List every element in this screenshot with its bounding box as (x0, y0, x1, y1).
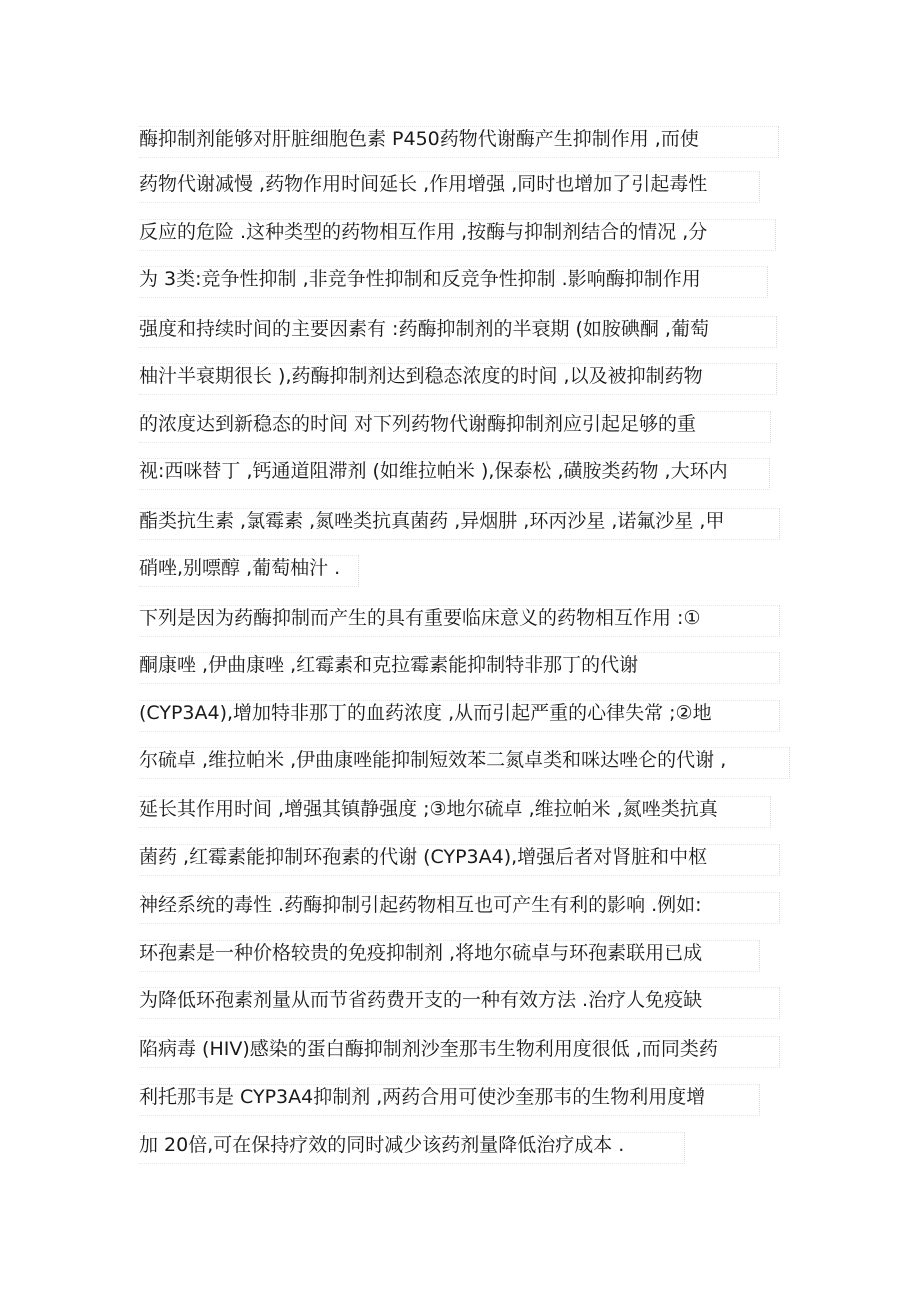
text-line: 酯类抗生素 ,氯霉素 ,氮唑类抗真菌药 ,异烟肼 ,环丙沙星 ,诺氟沙星 ,甲 (139, 510, 725, 532)
text-line: 为降低环孢素剂量从而节省药费开支的一种有效方法 .治疗人免疫缺 (139, 989, 703, 1011)
text-line: 下列是因为药酶抑制而产生的具有重要临床意义的药物相互作用 :① (139, 607, 701, 629)
text-line: 酮康唑 ,伊曲康唑 ,红霉素和克拉霉素能抑制特非那丁的代谢 (139, 654, 639, 676)
text-line: 视:西咪替丁 ,钙通道阻滞剂 (如维拉帕米 ),保泰松 ,磺胺类药物 ,大环内 (139, 460, 728, 482)
text-line: 菌药 ,红霉素能抑制环孢素的代谢 (CYP3A4),增强后者对肾脏和中枢 (139, 846, 708, 868)
text-line: 的浓度达到新稳态的时间 对下列药物代谢酶抑制剂应引起足够的重 (139, 413, 697, 435)
text-line: (CYP3A4),增加特非那丁的血药浓度 ,从而引起严重的心律失常 ;②地 (139, 702, 712, 724)
text-line: 柚汁半衰期很长 ),药酶抑制剂达到稳态浓度的时间 ,以及被抑制药物 (139, 365, 703, 387)
text-line: 尔硫卓 ,维拉帕米 ,伊曲康唑能抑制短效苯二氮卓类和咪达唑仑的代谢 , (139, 749, 727, 771)
text-line: 陷病毒 (HIV)感染的蛋白酶抑制剂沙奎那韦生物利用度很低 ,而同类药 (139, 1038, 718, 1060)
text-line: 反应的危险 .这种类型的药物相互作用 ,按酶与抑制剂结合的情况 ,分 (139, 221, 708, 243)
text-line: 药物代谢减慢 ,药物作用时间延长 ,作用增强 ,同时也增加了引起毒性 (139, 173, 708, 195)
text-line: 延长其作用时间 ,增强其镇静强度 ;③地尔硫卓 ,维拉帕米 ,氮唑类抗真 (139, 798, 718, 820)
text-line: 强度和持续时间的主要因素有 :药酶抑制剂的半衰期 (如胺碘酮 ,葡萄 (139, 318, 709, 340)
text-line: 酶抑制剂能够对肝脏细胞色素 P450药物代谢酶产生抑制作用 ,而使 (139, 128, 699, 150)
text-line: 硝唑,别嘌醇 ,葡萄柚汁 . (139, 557, 341, 579)
text-line: 加 20倍,可在保持疗效的同时减少该药剂量降低治疗成本 . (139, 1134, 625, 1156)
text-line: 神经系统的毒性 .药酶抑制引起药物相互也可产生有利的影响 .例如: (139, 894, 702, 916)
text-line: 为 3类:竞争性抑制 ,非竞争性抑制和反竞争性抑制 .影响酶抑制作用 (139, 268, 701, 290)
text-line: 利托那韦是 CYP3A4抑制剂 ,两药合用可使沙奎那韦的生物利用度增 (139, 1086, 706, 1108)
text-line: 环孢素是一种价格较贵的免疫抑制剂 ,将地尔硫卓与环孢素联用已成 (139, 942, 703, 964)
